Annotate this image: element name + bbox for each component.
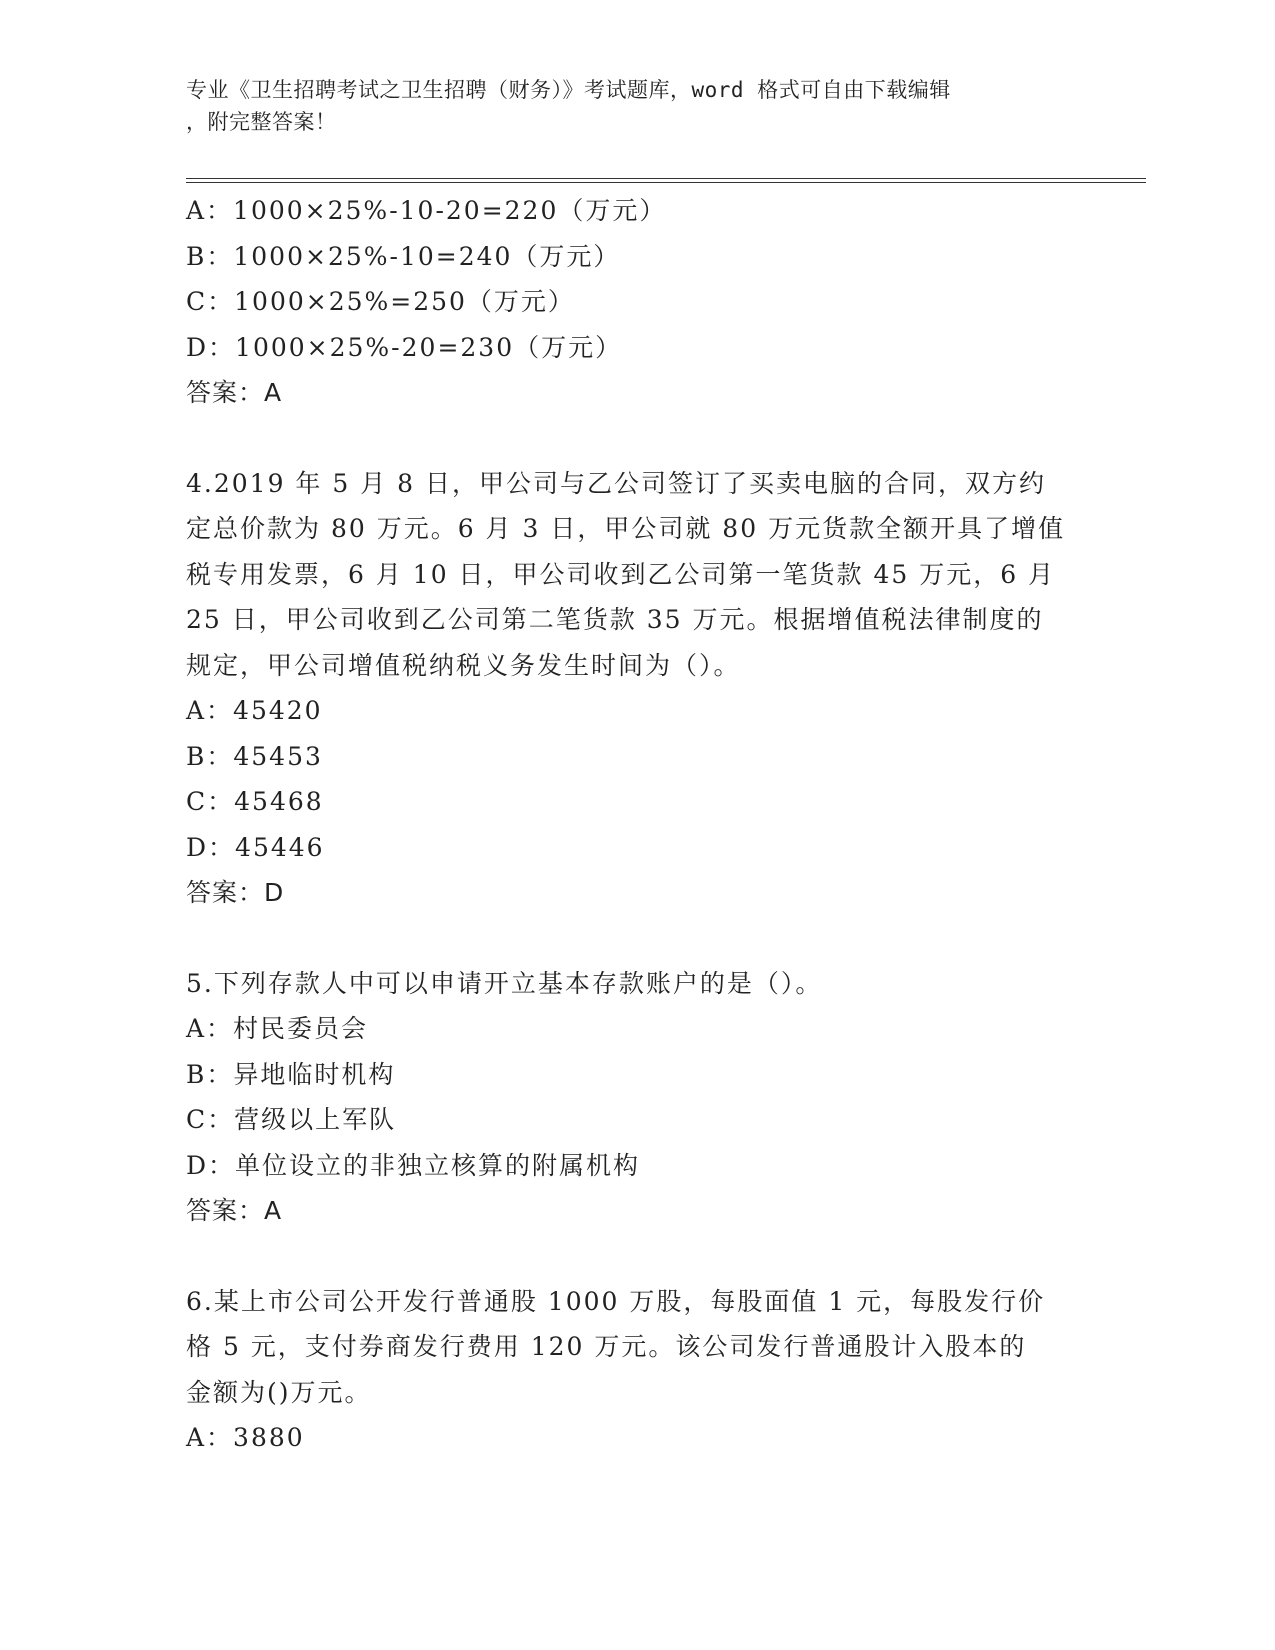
question-4-block (186, 461, 1086, 916)
option-c: C：1000×25%=250（万元） (186, 287, 575, 316)
option-a: A：村民委员会 (186, 1014, 369, 1043)
question-3-block (186, 188, 1086, 416)
question-stem-line: 5.下列存款人中可以申请开立基本存款账户的是（）。 (186, 968, 823, 998)
spacer (186, 416, 1086, 461)
document-body (186, 188, 1086, 1461)
document-header (186, 74, 1086, 138)
question-stem-line: 金额为()万元。 (186, 1377, 372, 1407)
option-d: D：45446 (186, 832, 325, 862)
header-line-2: ，附完整答案！ (186, 110, 337, 134)
question-stem-line: 规定，甲公司增值税纳税义务发生时间为（）。 (186, 650, 741, 680)
answer-line: 答案：A (186, 1196, 283, 1225)
question-stem-line: 定总价款为 80 万元。6 月 3 日，甲公司就 80 万元货款全额开具了增值 (186, 514, 1066, 543)
question-6-block (186, 1279, 1086, 1461)
spacer (186, 1234, 1086, 1279)
option-c: C：营级以上军队 (186, 1105, 397, 1134)
option-a: A：45420 (186, 696, 323, 725)
question-stem-line: 税专用发票，6 月 10 日，甲公司收到乙公司第一笔货款 45 万元，6 月 (186, 559, 1056, 589)
question-stem-line: 25 日，甲公司收到乙公司第二笔货款 35 万元。根据增值税法律制度的 (186, 605, 1044, 634)
question-stem-line: 格 5 元，支付券商发行费用 120 万元。该公司发行普通股计入股本的 (186, 1332, 1027, 1361)
option-a: A：1000×25%-10-20=220（万元） (186, 196, 667, 225)
header-divider-top (186, 178, 1146, 179)
question-stem-line: 4.2019 年 5 月 8 日，甲公司与乙公司签订了买卖电脑的合同，双方约 (186, 468, 1047, 498)
option-b: B：异地临时机构 (186, 1059, 396, 1089)
option-b: B：1000×25%-10=240（万元） (186, 241, 621, 271)
header-divider-bottom (186, 182, 1146, 183)
answer-line: 答案：D (186, 878, 285, 907)
question-stem-line: 6.某上市公司公开发行普通股 1000 万股，每股面值 1 元，每股发行价 (186, 1286, 1046, 1316)
spacer (186, 916, 1086, 961)
answer-line: 答案：A (186, 378, 283, 407)
header-line-1: 专业《卫生招聘考试之卫生招聘（财务）》考试题库，word 格式可自由下载编辑 (186, 78, 951, 102)
question-5-block (186, 961, 1086, 1234)
option-a: A：3880 (186, 1423, 305, 1452)
option-c: C：45468 (186, 787, 324, 816)
option-d: D：单位设立的非独立核算的附属机构 (186, 1150, 641, 1180)
option-d: D：1000×25%-20=230（万元） (186, 332, 623, 362)
option-b: B：45453 (186, 741, 323, 771)
